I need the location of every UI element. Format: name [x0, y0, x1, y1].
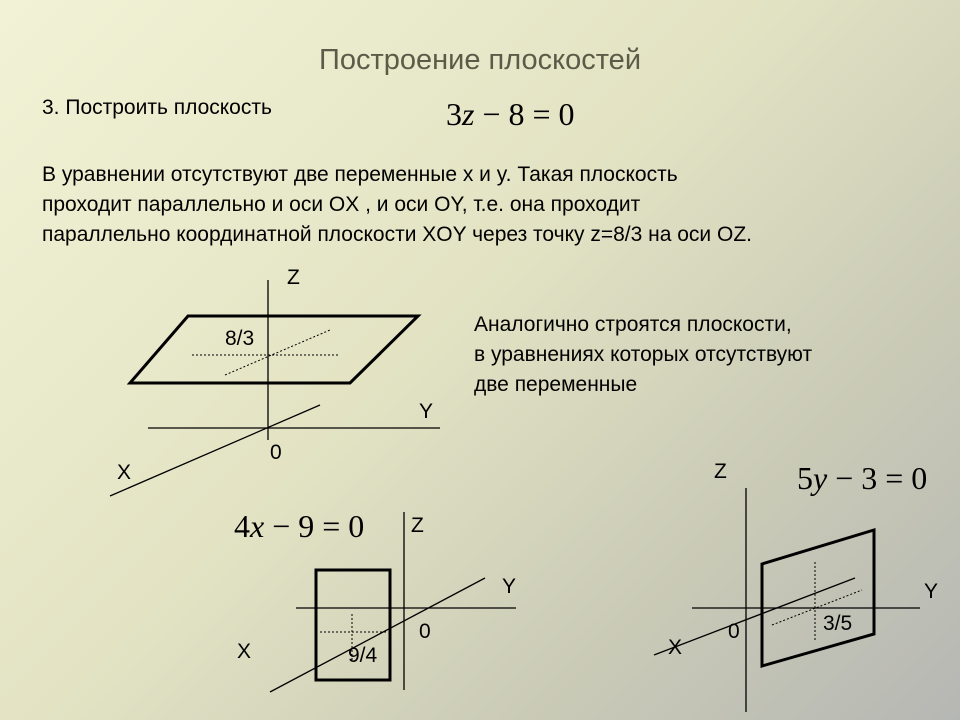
diagram2-x-label: X: [237, 640, 252, 663]
equation-x-coef: 4: [234, 508, 250, 544]
diagram2-origin-label: 0: [419, 620, 431, 643]
diagram1-origin-label: 0: [270, 441, 282, 464]
diagram3-z-label: Z: [714, 460, 727, 483]
diagram1-point-label: 8/3: [225, 327, 255, 350]
equation-x-var: x: [250, 508, 265, 544]
equation-z-rest: − 8 = 0: [474, 96, 575, 132]
diagram-plane-y: [654, 488, 920, 712]
explanation-line: В уравнении отсутствуют две переменные x и y. Такая плоскость: [42, 163, 678, 186]
equation-x: [234, 508, 364, 545]
diagram1-x-label: X: [117, 461, 132, 484]
equation-z-var: z: [462, 96, 475, 132]
explanation-line: проходит параллельно и оси OX , и оси OY, т.е. она проходит: [42, 193, 641, 216]
equation-y-rest: − 3 = 0: [827, 460, 928, 496]
analogy-line: в уравнениях которых отсутствуют: [474, 343, 813, 366]
diagram2-y-label: Y: [502, 575, 517, 598]
diagram3-origin-label: 0: [728, 620, 740, 643]
diagram3-x-label: X: [668, 636, 683, 659]
equation-y: [797, 460, 927, 497]
x-axis: [270, 578, 485, 692]
plane-y: [762, 530, 874, 666]
equation-x-rest: − 9 = 0: [264, 508, 365, 544]
slide-title: Построение плоскостей: [318, 44, 642, 76]
explanation-line: параллельно координатной плоскости XOY через точку z=8/3 на оси OZ.: [42, 223, 752, 246]
plane-z: [130, 316, 418, 383]
diagram2-z-label: Z: [411, 514, 424, 537]
task-statement: 3. Построить плоскость: [42, 96, 272, 119]
equation-y-var: y: [813, 460, 828, 496]
analogy-line: Аналогично строятся плоскости,: [474, 313, 792, 336]
diagram3-point-label: 3/5: [823, 612, 853, 635]
equation-z-coef: 3: [446, 96, 462, 132]
diagram3-y-label: Y: [924, 580, 939, 603]
diagram1-y-label: Y: [419, 400, 434, 423]
equation-y-coef: 5: [797, 460, 813, 496]
diagram2-point-label: 9/4: [348, 644, 378, 667]
diagram1-z-label: Z: [287, 266, 300, 289]
x-axis: [110, 405, 320, 496]
analogy-line: две переменные: [474, 373, 638, 396]
